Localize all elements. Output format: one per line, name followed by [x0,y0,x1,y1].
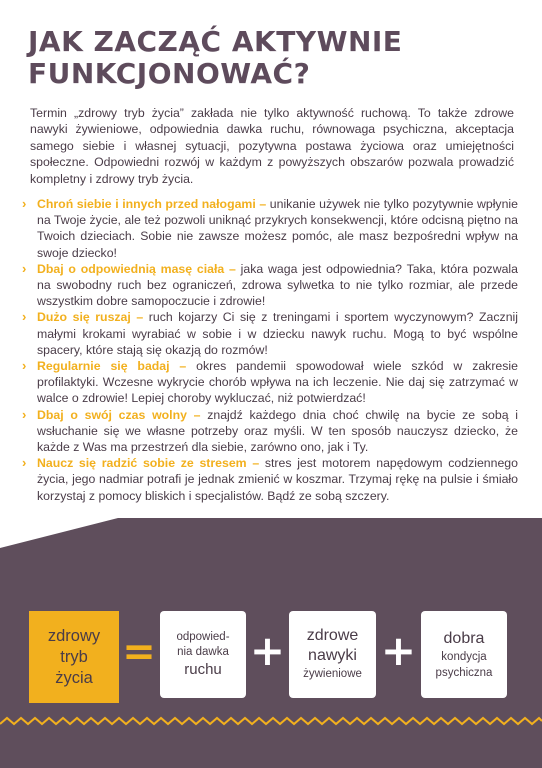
exercise-box [160,611,246,698]
intro-paragraph: Termin „zdrowy tryb życia” zakłada nie tylko aktywność ruchową. To także zdrowe nawyki żywieniowe, odpowiednia dawka ruchu, równowaga psychiczna, akceptacja samego siebie i własnej sytuacji, pozytywna postawa życiowa oraz umiejętności społeczne. Odpowiedni rozwój w każdym z powyższych obszarów pozwala prowadzić kompletny i zdrowy tryb życia. [30,106,514,186]
tip-text: stres jest motorem napędowym codziennego życia, jego nadmiar potrafi je jednak zmienić w koszmar. Trzymaj rękę na pulsie i śmiało korzystaj z pomocy bliskich i specjalistów. Bądź ze sobą szczery. [37,456,518,503]
tip-heading: Naucz się radzić sobie ze stresem – [37,456,260,471]
nutrition-line-3: żywieniowe [303,668,362,680]
chevron-right-icon: › [22,309,27,325]
tip-item [22,455,518,504]
healthy-lifestyle-box [29,611,119,703]
exercise-line-2: nia dawka [177,646,229,658]
nutrition-line-2: nawyki [308,647,357,664]
tip-text: znajdź każdego dnia choć chwilę na bycie ze sobą i wsłuchanie się we własne potrzeby oraz myśli. W ten sposób nauczysz dziecko, że każde z Was ma przestrzeń dla siebie, zarówno ono, jak i Ty. [37,407,519,455]
chevron-right-icon: › [22,196,27,211]
result-line-1: zdrowy [47,626,101,645]
tip-heading: Regularnie się badaj – [37,359,187,374]
result-line-3: życia [55,668,93,687]
mental-line-2: kondycja [441,650,487,663]
tip-text: jaka waga jest odpowiednia? Taka, która pozwala na swobodny ruch bez ograniczeń, zdrowa sylwetka to nie tylko rozmiar, ale przede wszystkim dobre samopoczucie i zdrowie! [37,261,518,309]
tips-list [22,196,518,504]
chevron-right-icon: › [22,358,27,374]
page-title [28,26,528,90]
tip-item [22,407,518,456]
exercise-line-3: ruchu [184,661,222,678]
chevron-right-icon: › [22,455,27,471]
tip-text: ruch kojarzy Ci się z treningami i sportem wyczynowym? Zacznij małymi krokami wyrabiać w sobie i w dziecku nawyk ruchu. Mogą to być wspólne spacery, które stają się okazją do rozmów! [37,310,518,357]
tip-text: unikanie używek nie tylko pozytywnie wpłynie na Twoje życie, ale też pozwoli uniknąć przykrych konsekwencji, które odcisną piętno na Twoich dzieciach. Sobie nie zawsze możesz pomóc, ale masz bezpośredni wpływ na swoje dziecko! [37,197,518,260]
nutrition-box [289,611,376,698]
nutrition-line-1: zdrowe [306,627,359,644]
tip-item [22,309,518,358]
tip-item [22,196,518,261]
tip-text: okres pandemii spowodował wiele szkód w zakresie profilaktyki. Wczesne wykrycie chorób wpływa na ich leczenie. Nie daj się zatrzymać w walce o zdrowie! Lepiej choroby wykluczać, niż potwierdzać! [37,359,518,406]
title-line-1: JAK ZACZĄĆ AKTYWNIE [28,25,403,58]
plus-sign: + [380,626,417,675]
result-line-2: tryb [60,647,88,666]
tip-heading: Chroń siebie i innych przed nałogami – [37,197,267,211]
equals-sign: = [122,629,156,675]
plus-sign: + [249,626,286,675]
title-line-2: FUNKCJONOWAĆ? [28,57,311,90]
mental-line-3: psychiczna [435,666,493,679]
chevron-right-icon: › [22,260,27,276]
tip-heading: Dużo się ruszaj – [37,310,144,325]
chevron-right-icon: › [22,406,27,422]
tip-heading: Dbaj o swój czas wolny – [37,407,201,422]
tip-heading: Dbaj o odpowiednią masę ciała – [37,261,236,276]
tip-item [22,261,518,310]
exercise-line-1: odpowied- [176,631,230,643]
mental-line-1: dobra [443,629,485,647]
tip-item [22,358,518,407]
mental-health-box [421,611,507,698]
